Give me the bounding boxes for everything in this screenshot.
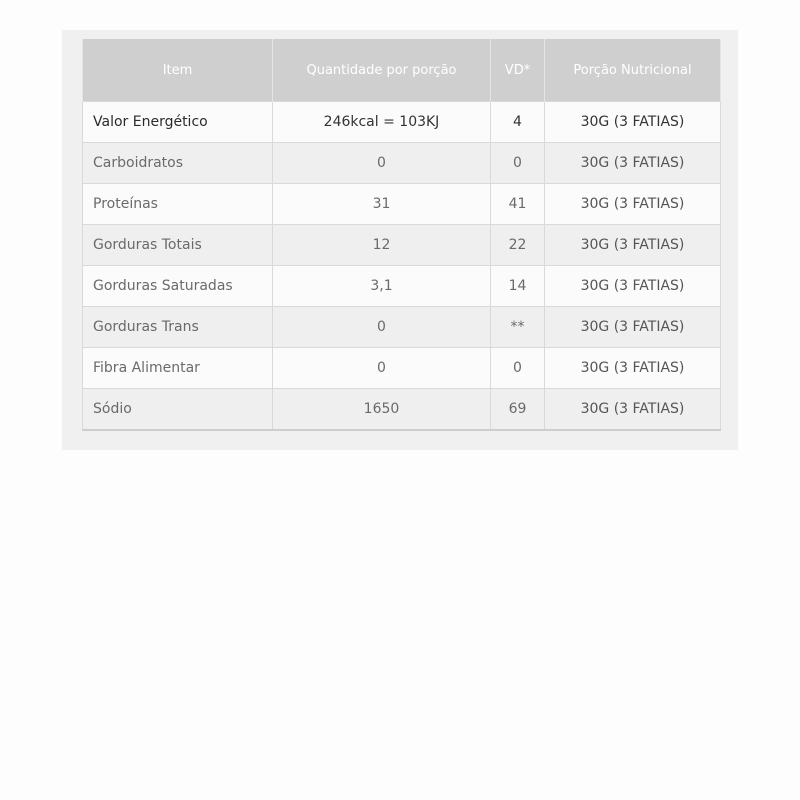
row-item-name: Gorduras Trans	[83, 307, 273, 348]
table-row	[83, 389, 721, 431]
row-portion: 30G (3 FATIAS)	[545, 184, 721, 225]
row-vd: 69	[491, 389, 545, 431]
table-row	[83, 184, 721, 225]
table-row	[83, 307, 721, 348]
row-item-name: Gorduras Totais	[83, 225, 273, 266]
row-quantity: 246kcal = 103KJ	[273, 102, 491, 143]
row-item-name: Sódio	[83, 389, 273, 431]
table-row	[83, 225, 721, 266]
row-portion: 30G (3 FATIAS)	[545, 143, 721, 184]
header-vd: VD*	[491, 39, 545, 102]
row-quantity: 12	[273, 225, 491, 266]
table-row	[83, 143, 721, 184]
row-item-name: Gorduras Saturadas	[83, 266, 273, 307]
row-quantity: 0	[273, 348, 491, 389]
row-vd: 0	[491, 348, 545, 389]
row-quantity: 0	[273, 143, 491, 184]
row-portion: 30G (3 FATIAS)	[545, 348, 721, 389]
table-row	[83, 348, 721, 389]
row-vd: 14	[491, 266, 545, 307]
header-item: Item	[83, 39, 273, 102]
row-item-name: Fibra Alimentar	[83, 348, 273, 389]
row-item-name: Proteínas	[83, 184, 273, 225]
row-quantity: 0	[273, 307, 491, 348]
row-vd: 0	[491, 143, 545, 184]
row-item-name: Carboidratos	[83, 143, 273, 184]
row-vd: 4	[491, 102, 545, 143]
row-vd: 22	[491, 225, 545, 266]
row-portion: 30G (3 FATIAS)	[545, 266, 721, 307]
row-vd: 41	[491, 184, 545, 225]
row-quantity: 3,1	[273, 266, 491, 307]
header-quantity: Quantidade por porção	[273, 39, 491, 102]
row-portion: 30G (3 FATIAS)	[545, 225, 721, 266]
row-item-name: Valor Energético	[83, 102, 273, 143]
nutrition-table	[82, 39, 721, 431]
row-portion: 30G (3 FATIAS)	[545, 307, 721, 348]
row-vd: **	[491, 307, 545, 348]
row-portion: 30G (3 FATIAS)	[545, 389, 721, 431]
nutrition-panel	[62, 30, 738, 450]
table-header-row	[83, 39, 721, 102]
header-portion: Porção Nutricional	[545, 39, 721, 102]
table-row	[83, 102, 721, 143]
table-row	[83, 266, 721, 307]
row-portion: 30G (3 FATIAS)	[545, 102, 721, 143]
row-quantity: 31	[273, 184, 491, 225]
row-quantity: 1650	[273, 389, 491, 431]
